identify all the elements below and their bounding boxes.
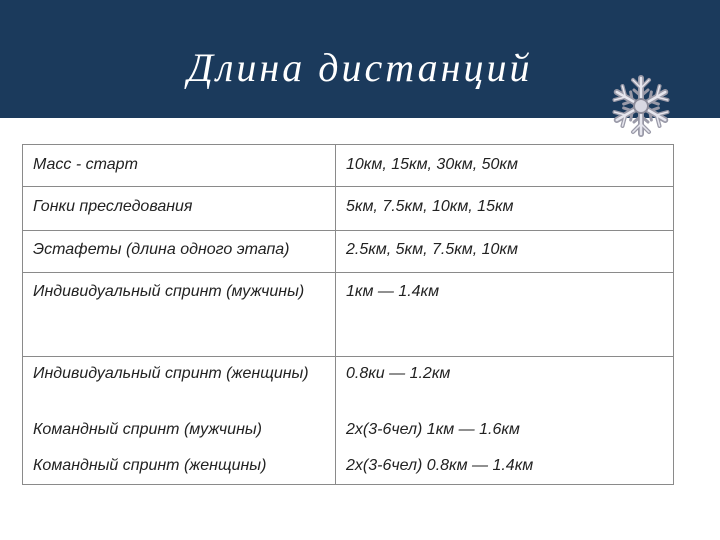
table-row (23, 357, 674, 413)
event-cell: Масс - старт (23, 145, 336, 187)
table-row (23, 273, 674, 357)
distance-cell: 2х(3-6чел) 0.8км — 1.4км (336, 449, 674, 485)
event-cell: Командный спринт (женщины) (23, 449, 336, 485)
slide-title: Длина дистанций (187, 45, 533, 90)
snowflake-icon (605, 70, 677, 142)
event-cell: Гонки преследования (23, 187, 336, 231)
event-cell: Командный спринт (мужчины) (23, 413, 336, 449)
event-cell: Эстафеты (длина одного этапа) (23, 231, 336, 273)
table-row (23, 145, 674, 187)
distance-cell: 2х(3-6чел) 1км — 1.6км (336, 413, 674, 449)
table-row (23, 449, 674, 485)
distance-cell: 0.8ки — 1.2км (336, 357, 674, 413)
table-row (23, 413, 674, 449)
distance-cell: 1км — 1.4км (336, 273, 674, 357)
event-cell: Индивидуальный спринт (мужчины) (23, 273, 336, 357)
distance-cell: 2.5км, 5км, 7.5км, 10км (336, 231, 674, 273)
distances-table (22, 144, 674, 485)
distance-cell: 5км, 7.5км, 10км, 15км (336, 187, 674, 231)
distance-cell: 10км, 15км, 30км, 50км (336, 145, 674, 187)
table-row (23, 231, 674, 273)
table-row (23, 187, 674, 231)
event-cell: Индивидуальный спринт (женщины) (23, 357, 336, 413)
